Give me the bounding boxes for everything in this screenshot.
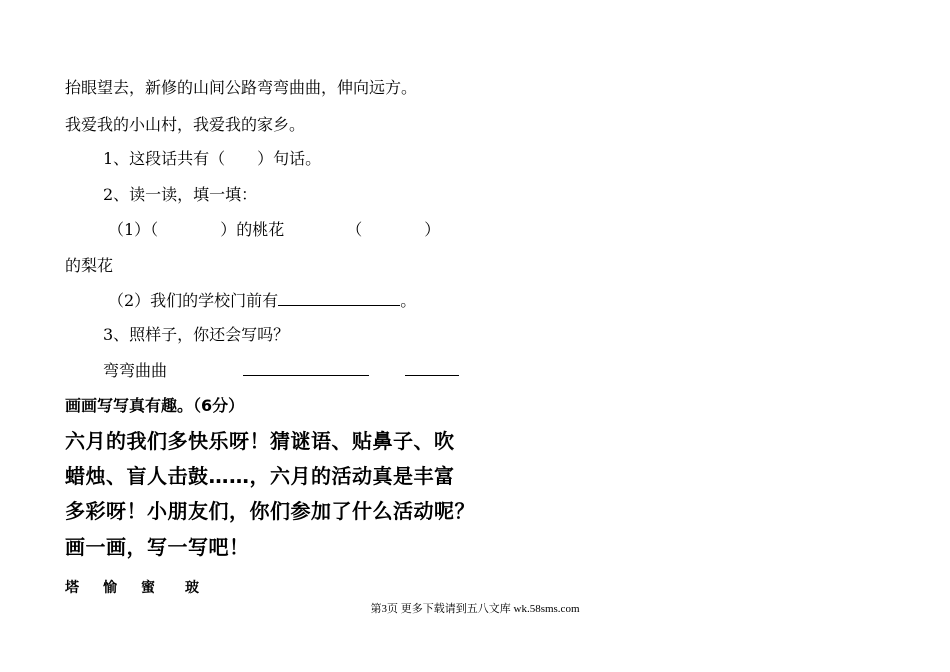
question-3-example: 弯弯曲曲 [103,361,168,380]
page-footer: 第3页 更多下载请到五八文库 wk.58sms.com [370,603,580,615]
section-heading: 画画写写真有趣。（6分） [65,396,245,415]
section-paragraph-line: 画一画，写一写吧！ [65,535,250,559]
answer-blank[interactable] [405,360,459,376]
question-2: 2、读一读，填一填： [103,185,258,204]
question-2-1-label: （1）（ [108,220,159,239]
question-2-2 [108,290,416,311]
word-item: 蜜 [141,580,155,596]
question-2-1-continuation: 的梨花 [65,256,114,275]
word-list [65,578,199,598]
section-paragraph-line: 蜡烛、盲人击鼓……，六月的活动真是丰富 [65,464,455,488]
passage-line-1: 抬眼望去，新修的山间公路弯弯曲曲，伸向远方。 [65,78,418,97]
question-2-2-label: （2）我们的学校门前有 [108,291,279,310]
question-3: 3、照样子，你还会写吗？ [103,325,290,344]
question-1: 1、这段话共有（ ）句话。 [103,149,322,168]
word-item: 玻 [185,580,199,596]
question-2-1 [108,220,440,240]
word-item: 塔 [65,580,79,596]
section-paragraph-line: 多彩呀！小朋友们，你们参加了什么活动呢？ [65,499,475,523]
question-2-1-mid: ）的桃花 [220,220,285,239]
section-paragraph-line: 六月的我们多快乐呀！猜谜语、贴鼻子、吹 [65,429,455,453]
question-3-example-row [103,360,459,381]
answer-blank[interactable] [278,290,400,306]
question-2-2-end: 。 [400,291,417,310]
word-item: 愉 [103,580,117,596]
passage-line-2: 我爱我的小山村，我爱我的家乡。 [65,115,306,134]
answer-blank[interactable] [243,360,369,376]
question-2-1-close: ） [424,220,441,239]
question-2-1-open: （ [346,220,363,239]
